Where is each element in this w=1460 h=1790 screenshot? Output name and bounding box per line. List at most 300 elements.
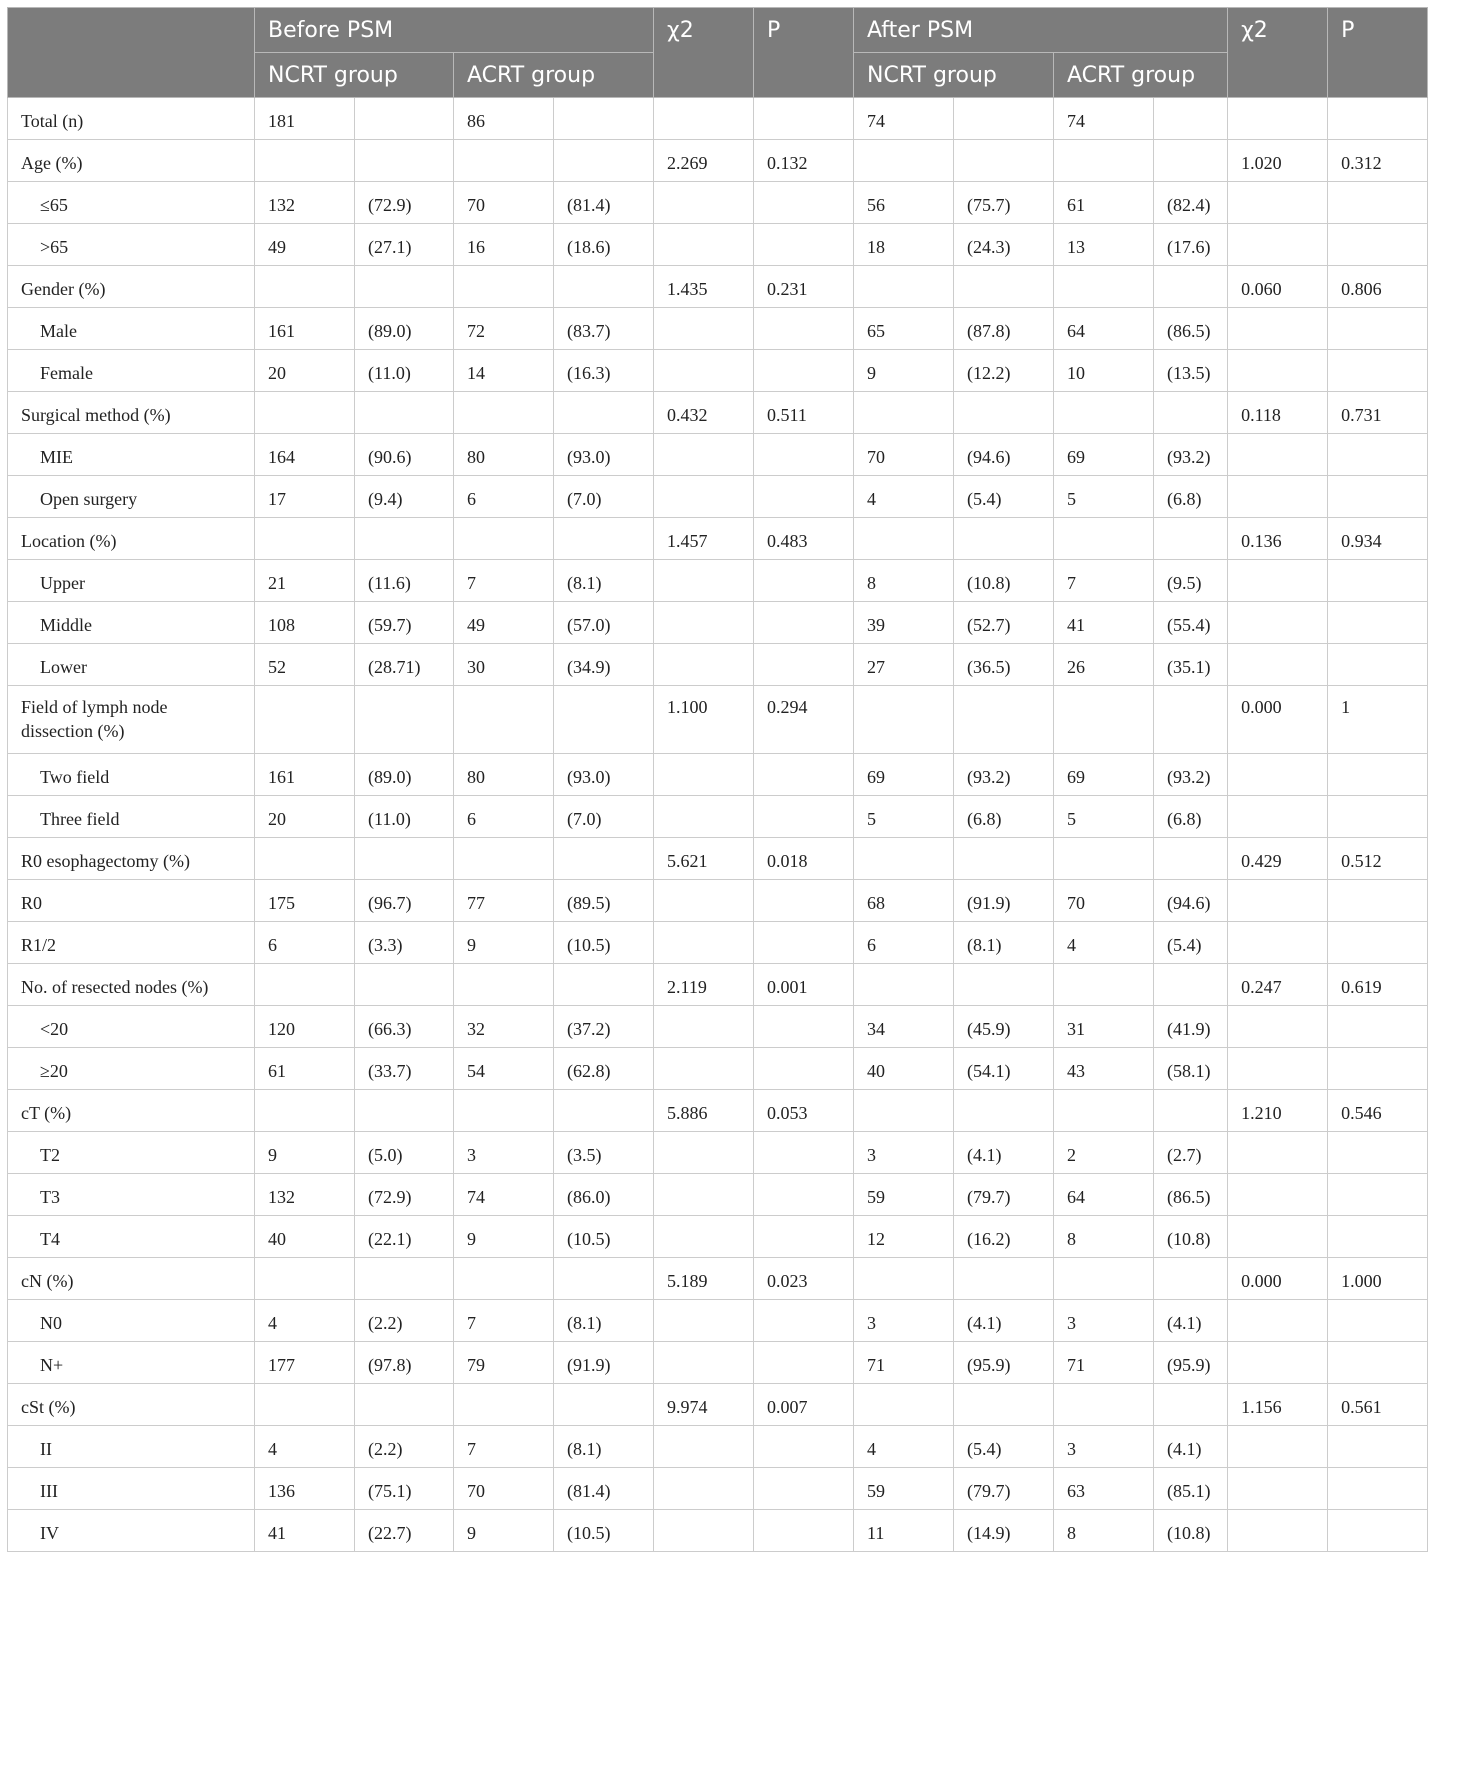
table-row	[8, 796, 1428, 838]
cell-a-acrt-n: 5	[1054, 796, 1154, 838]
cell-b-p	[754, 796, 854, 838]
cell-b-p	[754, 308, 854, 350]
cell-a-chi2	[1228, 1048, 1328, 1090]
cell-a-ncrt-pct: (91.9)	[954, 880, 1054, 922]
cell-a-ncrt-pct: (52.7)	[954, 602, 1054, 644]
cell-b-chi2	[654, 1300, 754, 1342]
row-label: ≤65	[8, 182, 255, 224]
cell-b-ncrt-pct: (97.8)	[355, 1342, 454, 1384]
cell-a-acrt-pct	[1154, 98, 1228, 140]
cell-a-ncrt-pct: (8.1)	[954, 922, 1054, 964]
cell-a-acrt-n: 2	[1054, 1132, 1154, 1174]
cell-a-acrt-pct: (86.5)	[1154, 308, 1228, 350]
cell-b-ncrt-n	[255, 1384, 355, 1426]
cell-b-ncrt-n: 20	[255, 796, 355, 838]
row-label: R0 esophagectomy (%)	[8, 838, 255, 880]
row-label: T3	[8, 1174, 255, 1216]
cell-b-chi2	[654, 350, 754, 392]
cell-a-acrt-n: 64	[1054, 1174, 1154, 1216]
cell-b-ncrt-pct: (59.7)	[355, 602, 454, 644]
cell-a-ncrt-pct: (5.4)	[954, 476, 1054, 518]
cell-b-acrt-n	[454, 392, 554, 434]
table-row	[8, 224, 1428, 266]
cell-b-p: 0.001	[754, 964, 854, 1006]
cell-a-acrt-pct	[1154, 1258, 1228, 1300]
cell-a-chi2: 0.060	[1228, 266, 1328, 308]
cell-a-chi2	[1228, 1468, 1328, 1510]
cell-b-chi2: 5.189	[654, 1258, 754, 1300]
cell-a-chi2	[1228, 560, 1328, 602]
cell-a-acrt-pct: (94.6)	[1154, 880, 1228, 922]
cell-b-acrt-pct: (83.7)	[554, 308, 654, 350]
header-after-psm: After PSM	[854, 8, 1228, 53]
row-label: Two field	[8, 754, 255, 796]
cell-a-p	[1328, 560, 1428, 602]
header-ncrt-after: NCRT group	[854, 53, 1054, 98]
cell-b-acrt-n: 70	[454, 182, 554, 224]
cell-a-acrt-n: 69	[1054, 754, 1154, 796]
table-container	[7, 7, 1428, 1552]
cell-a-ncrt-pct	[954, 518, 1054, 560]
cell-b-acrt-n: 72	[454, 308, 554, 350]
cell-b-acrt-pct: (89.5)	[554, 880, 654, 922]
cell-b-ncrt-n	[255, 518, 355, 560]
cell-b-acrt-n: 74	[454, 1174, 554, 1216]
cell-b-ncrt-n: 120	[255, 1006, 355, 1048]
cell-a-p: 0.619	[1328, 964, 1428, 1006]
cell-a-chi2	[1228, 880, 1328, 922]
cell-a-chi2	[1228, 1510, 1328, 1552]
cell-b-ncrt-pct: (3.3)	[355, 922, 454, 964]
cell-a-p: 0.934	[1328, 518, 1428, 560]
cell-a-chi2	[1228, 1426, 1328, 1468]
cell-a-acrt-pct: (35.1)	[1154, 644, 1228, 686]
cell-a-ncrt-pct: (45.9)	[954, 1006, 1054, 1048]
cell-b-acrt-pct: (8.1)	[554, 1300, 654, 1342]
cell-a-chi2	[1228, 1342, 1328, 1384]
cell-b-chi2	[654, 754, 754, 796]
cell-b-ncrt-pct: (90.6)	[355, 434, 454, 476]
cell-a-acrt-n	[1054, 1384, 1154, 1426]
cell-b-chi2	[654, 1510, 754, 1552]
table-body	[8, 98, 1428, 1552]
cell-a-acrt-pct	[1154, 1384, 1228, 1426]
cell-a-chi2	[1228, 350, 1328, 392]
cell-a-p	[1328, 1510, 1428, 1552]
cell-a-acrt-n: 61	[1054, 182, 1154, 224]
cell-b-ncrt-n: 17	[255, 476, 355, 518]
cell-b-acrt-n: 16	[454, 224, 554, 266]
cell-a-acrt-n: 4	[1054, 922, 1154, 964]
cell-a-chi2	[1228, 754, 1328, 796]
cell-a-p	[1328, 350, 1428, 392]
row-label: II	[8, 1426, 255, 1468]
cell-a-acrt-pct	[1154, 838, 1228, 880]
cell-b-chi2	[654, 1342, 754, 1384]
cell-a-p: 1	[1328, 686, 1428, 754]
cell-b-acrt-n: 3	[454, 1132, 554, 1174]
cell-a-ncrt-pct: (79.7)	[954, 1174, 1054, 1216]
cell-b-acrt-n: 80	[454, 754, 554, 796]
cell-a-acrt-n: 63	[1054, 1468, 1154, 1510]
cell-b-acrt-n: 14	[454, 350, 554, 392]
table-row	[8, 98, 1428, 140]
cell-b-ncrt-pct	[355, 1384, 454, 1426]
cell-b-ncrt-pct	[355, 140, 454, 182]
cell-a-p	[1328, 1342, 1428, 1384]
cell-b-ncrt-pct: (2.2)	[355, 1300, 454, 1342]
cell-b-ncrt-n: 132	[255, 182, 355, 224]
cell-a-p: 0.512	[1328, 838, 1428, 880]
cell-b-acrt-pct	[554, 140, 654, 182]
cell-a-p	[1328, 880, 1428, 922]
cell-b-chi2	[654, 922, 754, 964]
cell-a-acrt-pct: (10.8)	[1154, 1510, 1228, 1552]
cell-a-chi2	[1228, 98, 1328, 140]
cell-a-acrt-pct: (93.2)	[1154, 754, 1228, 796]
cell-a-acrt-n	[1054, 266, 1154, 308]
cell-a-acrt-pct: (5.4)	[1154, 922, 1228, 964]
cell-a-acrt-n	[1054, 1090, 1154, 1132]
cell-b-ncrt-n: 132	[255, 1174, 355, 1216]
cell-b-ncrt-n	[255, 1258, 355, 1300]
cell-b-chi2	[654, 796, 754, 838]
row-label: ≥20	[8, 1048, 255, 1090]
cell-b-ncrt-n	[255, 686, 355, 754]
cell-b-ncrt-pct: (96.7)	[355, 880, 454, 922]
cell-a-ncrt-pct	[954, 266, 1054, 308]
cell-a-ncrt-pct	[954, 1384, 1054, 1426]
cell-a-p: 1.000	[1328, 1258, 1428, 1300]
cell-a-p	[1328, 796, 1428, 838]
cell-b-ncrt-pct: (27.1)	[355, 224, 454, 266]
cell-b-p	[754, 182, 854, 224]
cell-a-p: 0.561	[1328, 1384, 1428, 1426]
cell-a-ncrt-n: 59	[854, 1174, 954, 1216]
cell-a-acrt-pct: (85.1)	[1154, 1468, 1228, 1510]
cell-a-acrt-n	[1054, 964, 1154, 1006]
cell-a-acrt-n: 8	[1054, 1216, 1154, 1258]
table-row	[8, 1468, 1428, 1510]
cell-a-ncrt-n	[854, 1090, 954, 1132]
cell-b-acrt-pct: (16.3)	[554, 350, 654, 392]
cell-b-ncrt-pct: (33.7)	[355, 1048, 454, 1090]
row-label: N+	[8, 1342, 255, 1384]
cell-b-p	[754, 1132, 854, 1174]
row-label: cSt (%)	[8, 1384, 255, 1426]
cell-a-chi2	[1228, 1216, 1328, 1258]
cell-b-chi2	[654, 308, 754, 350]
cell-a-ncrt-n: 39	[854, 602, 954, 644]
cell-a-ncrt-pct: (36.5)	[954, 644, 1054, 686]
cell-b-acrt-pct: (86.0)	[554, 1174, 654, 1216]
cell-b-chi2	[654, 1132, 754, 1174]
cell-b-ncrt-n	[255, 838, 355, 880]
cell-b-p	[754, 1048, 854, 1090]
cell-b-chi2	[654, 1006, 754, 1048]
cell-a-ncrt-pct: (10.8)	[954, 560, 1054, 602]
cell-b-p	[754, 476, 854, 518]
header-chi2-before: χ2	[654, 8, 754, 98]
cell-a-ncrt-n: 40	[854, 1048, 954, 1090]
cell-a-p	[1328, 182, 1428, 224]
cell-a-p	[1328, 1216, 1428, 1258]
cell-a-ncrt-n: 9	[854, 350, 954, 392]
cell-a-p	[1328, 476, 1428, 518]
cell-a-acrt-pct	[1154, 964, 1228, 1006]
cell-b-acrt-pct: (7.0)	[554, 476, 654, 518]
cell-a-ncrt-n	[854, 1258, 954, 1300]
cell-b-acrt-pct: (93.0)	[554, 754, 654, 796]
cell-a-acrt-n	[1054, 838, 1154, 880]
table-row	[8, 1258, 1428, 1300]
cell-a-acrt-n	[1054, 518, 1154, 560]
cell-a-ncrt-pct: (54.1)	[954, 1048, 1054, 1090]
cell-a-ncrt-n: 18	[854, 224, 954, 266]
cell-a-p	[1328, 308, 1428, 350]
cell-b-ncrt-pct: (5.0)	[355, 1132, 454, 1174]
cell-b-acrt-n: 7	[454, 1300, 554, 1342]
cell-b-acrt-pct: (34.9)	[554, 644, 654, 686]
cell-a-acrt-n: 7	[1054, 560, 1154, 602]
cell-b-ncrt-pct: (11.6)	[355, 560, 454, 602]
cell-a-ncrt-pct: (4.1)	[954, 1300, 1054, 1342]
cell-b-ncrt-n: 175	[255, 880, 355, 922]
cell-a-p	[1328, 224, 1428, 266]
table-row	[8, 1048, 1428, 1090]
row-label: R0	[8, 880, 255, 922]
cell-b-ncrt-n: 177	[255, 1342, 355, 1384]
cell-b-p: 0.007	[754, 1384, 854, 1426]
cell-b-p	[754, 1342, 854, 1384]
cell-b-ncrt-pct: (89.0)	[355, 754, 454, 796]
cell-b-acrt-pct	[554, 266, 654, 308]
cell-b-chi2	[654, 1426, 754, 1468]
table-row	[8, 1216, 1428, 1258]
table-row	[8, 644, 1428, 686]
cell-b-chi2: 9.974	[654, 1384, 754, 1426]
cell-a-ncrt-n	[854, 964, 954, 1006]
cell-a-ncrt-n: 34	[854, 1006, 954, 1048]
cell-b-p	[754, 602, 854, 644]
cell-b-p	[754, 1216, 854, 1258]
cell-a-p	[1328, 754, 1428, 796]
cell-a-acrt-n: 41	[1054, 602, 1154, 644]
cell-b-chi2	[654, 644, 754, 686]
cell-a-ncrt-pct	[954, 140, 1054, 182]
cell-b-ncrt-pct: (22.7)	[355, 1510, 454, 1552]
cell-b-p	[754, 98, 854, 140]
cell-a-acrt-pct: (6.8)	[1154, 796, 1228, 838]
cell-b-acrt-pct: (8.1)	[554, 560, 654, 602]
header-p-after: P	[1328, 8, 1428, 98]
row-label: N0	[8, 1300, 255, 1342]
row-label: T4	[8, 1216, 255, 1258]
cell-b-acrt-pct: (62.8)	[554, 1048, 654, 1090]
cell-a-p	[1328, 922, 1428, 964]
cell-a-ncrt-pct: (14.9)	[954, 1510, 1054, 1552]
cell-b-chi2	[654, 1468, 754, 1510]
cell-b-ncrt-n: 181	[255, 98, 355, 140]
cell-a-ncrt-pct	[954, 1258, 1054, 1300]
cell-b-ncrt-pct	[355, 838, 454, 880]
cell-b-p	[754, 880, 854, 922]
table-row	[8, 1384, 1428, 1426]
cell-a-ncrt-pct: (95.9)	[954, 1342, 1054, 1384]
header-ncrt-before: NCRT group	[255, 53, 454, 98]
cell-a-acrt-pct: (13.5)	[1154, 350, 1228, 392]
cell-a-chi2	[1228, 224, 1328, 266]
cell-b-ncrt-n: 161	[255, 754, 355, 796]
cell-a-acrt-n: 26	[1054, 644, 1154, 686]
cell-b-acrt-n: 86	[454, 98, 554, 140]
cell-b-ncrt-n: 52	[255, 644, 355, 686]
cell-a-ncrt-n: 8	[854, 560, 954, 602]
cell-a-ncrt-pct: (75.7)	[954, 182, 1054, 224]
cell-b-acrt-n	[454, 266, 554, 308]
cell-b-acrt-n: 54	[454, 1048, 554, 1090]
cell-b-acrt-n	[454, 1384, 554, 1426]
psm-comparison-table	[7, 7, 1428, 1552]
cell-a-chi2	[1228, 796, 1328, 838]
cell-a-acrt-pct: (86.5)	[1154, 1174, 1228, 1216]
cell-b-chi2	[654, 1048, 754, 1090]
cell-b-chi2	[654, 560, 754, 602]
cell-a-ncrt-pct: (79.7)	[954, 1468, 1054, 1510]
cell-a-acrt-pct	[1154, 686, 1228, 754]
cell-a-ncrt-n: 12	[854, 1216, 954, 1258]
cell-b-acrt-pct	[554, 1090, 654, 1132]
cell-a-acrt-pct: (6.8)	[1154, 476, 1228, 518]
cell-a-acrt-n: 5	[1054, 476, 1154, 518]
cell-b-ncrt-pct: (11.0)	[355, 350, 454, 392]
cell-a-acrt-n	[1054, 140, 1154, 182]
table-row	[8, 1342, 1428, 1384]
cell-b-p: 0.018	[754, 838, 854, 880]
cell-a-chi2	[1228, 476, 1328, 518]
cell-a-ncrt-pct	[954, 1090, 1054, 1132]
cell-b-ncrt-pct	[355, 518, 454, 560]
cell-b-acrt-n: 79	[454, 1342, 554, 1384]
cell-a-chi2: 1.020	[1228, 140, 1328, 182]
cell-b-acrt-pct: (10.5)	[554, 1216, 654, 1258]
cell-b-ncrt-n: 40	[255, 1216, 355, 1258]
cell-a-p	[1328, 1132, 1428, 1174]
cell-a-acrt-n: 13	[1054, 224, 1154, 266]
cell-b-ncrt-n: 9	[255, 1132, 355, 1174]
cell-a-acrt-n: 3	[1054, 1300, 1154, 1342]
cell-b-acrt-pct: (81.4)	[554, 182, 654, 224]
row-label: Total (n)	[8, 98, 255, 140]
cell-b-acrt-n: 70	[454, 1468, 554, 1510]
cell-b-acrt-pct: (57.0)	[554, 602, 654, 644]
cell-a-ncrt-pct: (6.8)	[954, 796, 1054, 838]
cell-b-p: 0.053	[754, 1090, 854, 1132]
cell-a-ncrt-n	[854, 140, 954, 182]
cell-b-chi2	[654, 98, 754, 140]
cell-a-ncrt-n: 70	[854, 434, 954, 476]
cell-b-chi2: 1.100	[654, 686, 754, 754]
table-row	[8, 1426, 1428, 1468]
cell-a-acrt-pct	[1154, 1090, 1228, 1132]
row-label: Middle	[8, 602, 255, 644]
cell-b-p	[754, 1006, 854, 1048]
cell-b-chi2	[654, 182, 754, 224]
cell-a-ncrt-n	[854, 518, 954, 560]
cell-a-ncrt-n: 68	[854, 880, 954, 922]
cell-b-acrt-pct: (8.1)	[554, 1426, 654, 1468]
row-label: cN (%)	[8, 1258, 255, 1300]
cell-b-chi2	[654, 434, 754, 476]
cell-b-acrt-pct: (10.5)	[554, 1510, 654, 1552]
row-label: Age (%)	[8, 140, 255, 182]
cell-a-p	[1328, 602, 1428, 644]
cell-a-acrt-n: 31	[1054, 1006, 1154, 1048]
cell-a-chi2	[1228, 1300, 1328, 1342]
table-row	[8, 602, 1428, 644]
row-label: Lower	[8, 644, 255, 686]
cell-a-acrt-pct	[1154, 266, 1228, 308]
row-label: MIE	[8, 434, 255, 476]
cell-b-p: 0.023	[754, 1258, 854, 1300]
cell-b-acrt-pct	[554, 98, 654, 140]
cell-a-acrt-pct: (4.1)	[1154, 1426, 1228, 1468]
cell-a-ncrt-pct	[954, 964, 1054, 1006]
cell-a-chi2	[1228, 182, 1328, 224]
table-row	[8, 838, 1428, 880]
cell-b-ncrt-n: 61	[255, 1048, 355, 1090]
cell-b-ncrt-n	[255, 392, 355, 434]
header-acrt-after: ACRT group	[1054, 53, 1228, 98]
cell-a-ncrt-n: 3	[854, 1300, 954, 1342]
cell-a-p: 0.806	[1328, 266, 1428, 308]
cell-b-p	[754, 1468, 854, 1510]
cell-a-acrt-n	[1054, 686, 1154, 754]
cell-b-ncrt-pct: (72.9)	[355, 1174, 454, 1216]
cell-a-acrt-n	[1054, 1258, 1154, 1300]
cell-b-acrt-n: 6	[454, 476, 554, 518]
cell-b-ncrt-pct: (28.71)	[355, 644, 454, 686]
cell-a-chi2: 0.429	[1228, 838, 1328, 880]
header-before-psm: Before PSM	[255, 8, 654, 53]
cell-b-p	[754, 1174, 854, 1216]
cell-b-acrt-n: 7	[454, 1426, 554, 1468]
cell-a-acrt-pct	[1154, 392, 1228, 434]
cell-a-ncrt-n	[854, 392, 954, 434]
cell-a-p	[1328, 1468, 1428, 1510]
cell-b-p	[754, 434, 854, 476]
row-label: Female	[8, 350, 255, 392]
cell-a-ncrt-pct	[954, 686, 1054, 754]
cell-b-ncrt-pct: (2.2)	[355, 1426, 454, 1468]
header-chi2-after: χ2	[1228, 8, 1328, 98]
cell-b-chi2	[654, 1216, 754, 1258]
cell-b-p: 0.294	[754, 686, 854, 754]
cell-a-ncrt-n: 6	[854, 922, 954, 964]
cell-b-ncrt-n	[255, 266, 355, 308]
cell-a-acrt-n: 69	[1054, 434, 1154, 476]
cell-a-ncrt-n: 59	[854, 1468, 954, 1510]
cell-b-ncrt-pct: (75.1)	[355, 1468, 454, 1510]
cell-a-p: 0.312	[1328, 140, 1428, 182]
cell-b-acrt-n	[454, 518, 554, 560]
row-label: Three field	[8, 796, 255, 838]
cell-a-acrt-pct	[1154, 140, 1228, 182]
cell-a-acrt-n	[1054, 392, 1154, 434]
cell-a-ncrt-n: 5	[854, 796, 954, 838]
cell-a-acrt-n: 70	[1054, 880, 1154, 922]
cell-a-ncrt-n	[854, 266, 954, 308]
